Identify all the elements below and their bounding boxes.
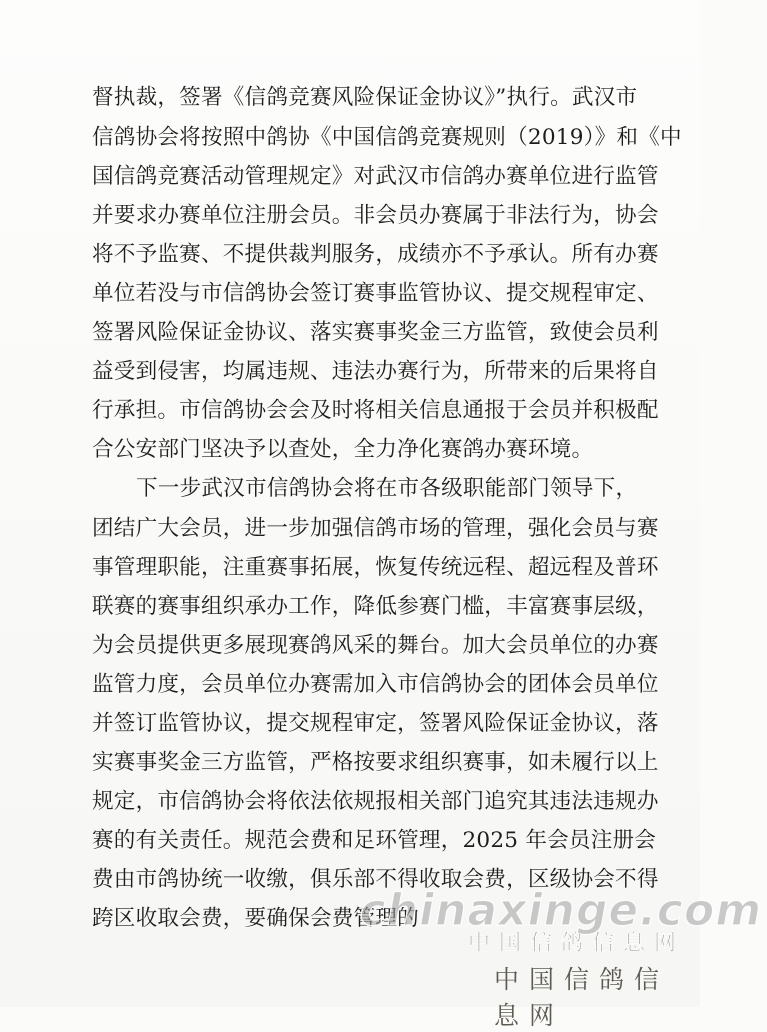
text-line: 跨区收取会费，要确保会费管理的	[92, 906, 419, 931]
watermark-site-name: 中国信鸽信息网	[494, 965, 670, 1030]
text-line: 合公安部门坚决予以查处，全力净化赛鸽办赛环境。	[92, 437, 594, 462]
text-line: 并要求办赛单位注册会员。非会员办赛属于非法行为，协会	[92, 203, 659, 228]
watermark-domain: chinaxinge.com	[355, 885, 767, 936]
text-line: 将不予监赛、不提供裁判服务，成绩亦不予承认。所有办赛	[92, 242, 659, 267]
text-line: 费由市鸽协统一收缴，俱乐部不得收取会费，区级协会不得	[92, 867, 659, 892]
text-line: 为会员提供更多展现赛鸽风采的舞台。加大会员单位的办赛	[92, 633, 659, 658]
text-line: 行承担。市信鸽协会会及时将相关信息通报于会员并积极配	[92, 398, 659, 423]
text-line: 赛的有关责任。规范会费和足环管理，2025 年会员注册会	[92, 828, 657, 853]
text-line: 信鸽协会将按照中鸽协《中国信鸽竞赛规则（2019）》和《中	[92, 125, 682, 150]
watermark-site-name-light: 中国信鸽信息网	[468, 931, 686, 956]
text-line: 规定，市信鸽协会将依法依规报相关部门追究其违法违规办	[92, 789, 659, 814]
text-line: 国信鸽竞赛活动管理规定》对武汉市信鸽办赛单位进行监管	[92, 164, 659, 189]
text-line: 实赛事奖金三方监管，严格按要求组织赛事，如未履行以上	[92, 750, 659, 775]
text-line: 单位若没与市信鸽协会签订赛事监管协议、提交规程审定、	[92, 281, 659, 306]
text-line: 督执裁，签署《信鸽竞赛风险保证金协议》”执行。武汉市	[92, 85, 638, 110]
text-line: 联赛的赛事组织承办工作，降低参赛门槛，丰富赛事层级，	[92, 594, 659, 619]
text-line: 签署风险保证金协议、落实赛事奖金三方监管，致使会员利	[92, 320, 659, 345]
text-line: 并签订监管协议，提交规程审定，签署风险保证金协议，落	[92, 711, 659, 736]
text-line: 益受到侵害，均属违规、违法办赛行为，所带来的后果将自	[92, 359, 659, 384]
text-line: 团结广大会员，进一步加强信鸽市场的管理，强化会员与赛	[92, 516, 659, 541]
paragraph-start-line: 下一步武汉市信鸽协会将在市各级职能部门领导下，	[136, 476, 638, 501]
text-line: 事管理职能，注重赛事拓展，恢复传统远程、超远程及普环	[92, 555, 659, 580]
text-line: 监管力度，会员单位办赛需加入市信鸽协会的团体会员单位	[92, 672, 659, 697]
